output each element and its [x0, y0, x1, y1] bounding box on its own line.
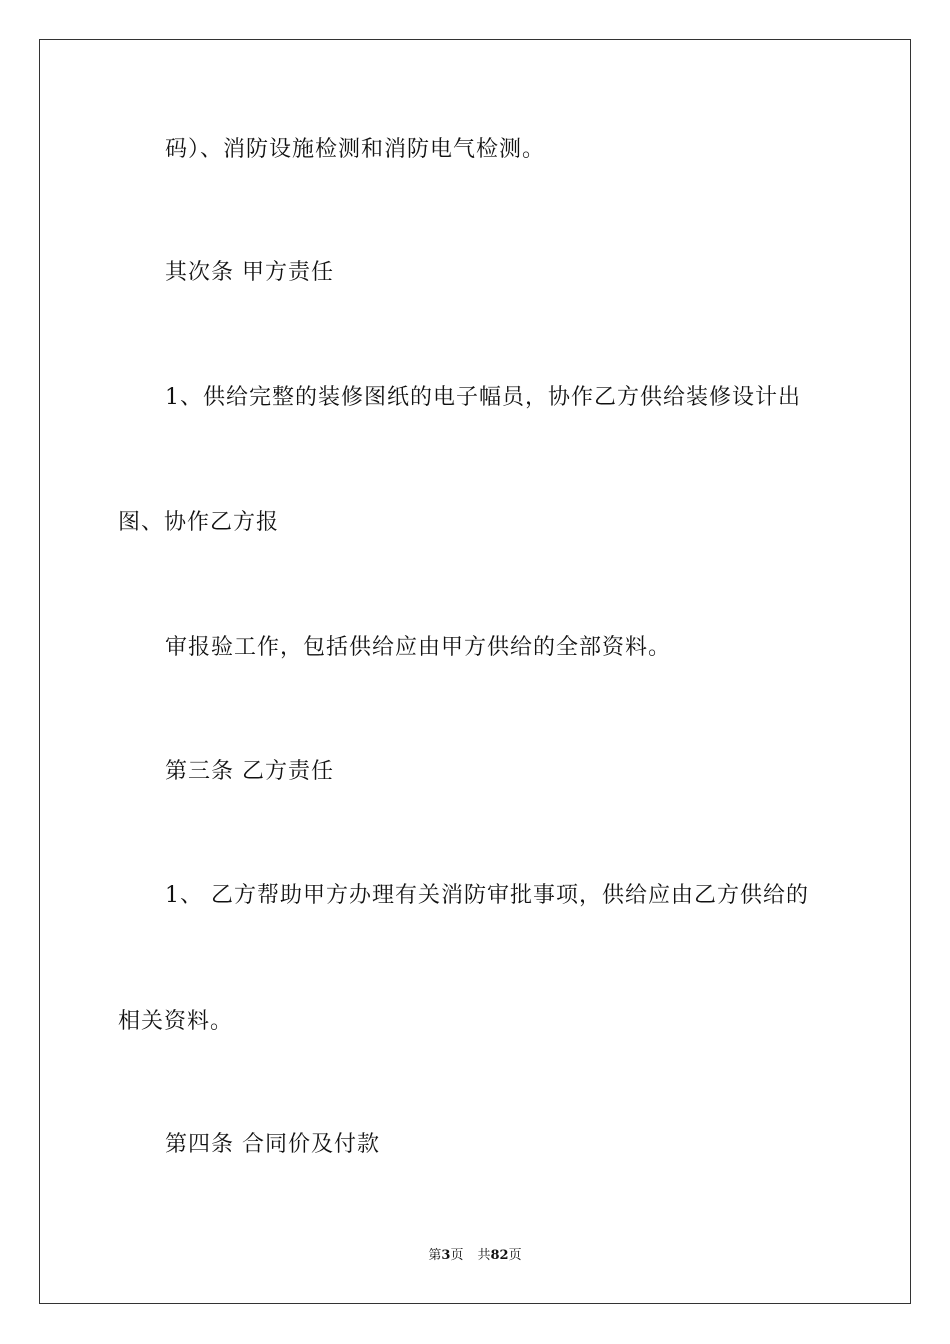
page-border — [39, 39, 911, 1304]
total-suffix: 页 — [508, 1248, 522, 1263]
paragraph-line: 图、协作乙方报 — [118, 510, 280, 535]
paragraph-line: 1、供给完整的装修图纸的电子幅员，协作乙方供给装修设计出 — [165, 385, 801, 410]
section-heading-contract-price: 第四条 合同价及付款 — [165, 1132, 380, 1157]
paragraph-line: 1、 乙方帮助甲方办理有关消防审批事项，供给应由乙方供给的 — [165, 883, 809, 908]
paragraph-line: 相关资料。 — [118, 1009, 234, 1034]
total-pages: 82 — [490, 1248, 509, 1263]
section-heading-party-a: 其次条 甲方责任 — [165, 260, 334, 285]
paragraph-line: 审报验工作，包括供给应由甲方供给的全部资料。 — [165, 635, 672, 660]
page-prefix: 第 — [428, 1248, 442, 1263]
page-suffix: 页 — [450, 1248, 464, 1263]
page-footer — [0, 1247, 950, 1265]
page-number: 3 — [441, 1248, 451, 1263]
total-prefix: 共 — [477, 1248, 491, 1263]
section-heading-party-b: 第三条 乙方责任 — [165, 759, 334, 784]
paragraph-line: 码）、消防设施检测和消防电气检测。 — [165, 137, 546, 162]
